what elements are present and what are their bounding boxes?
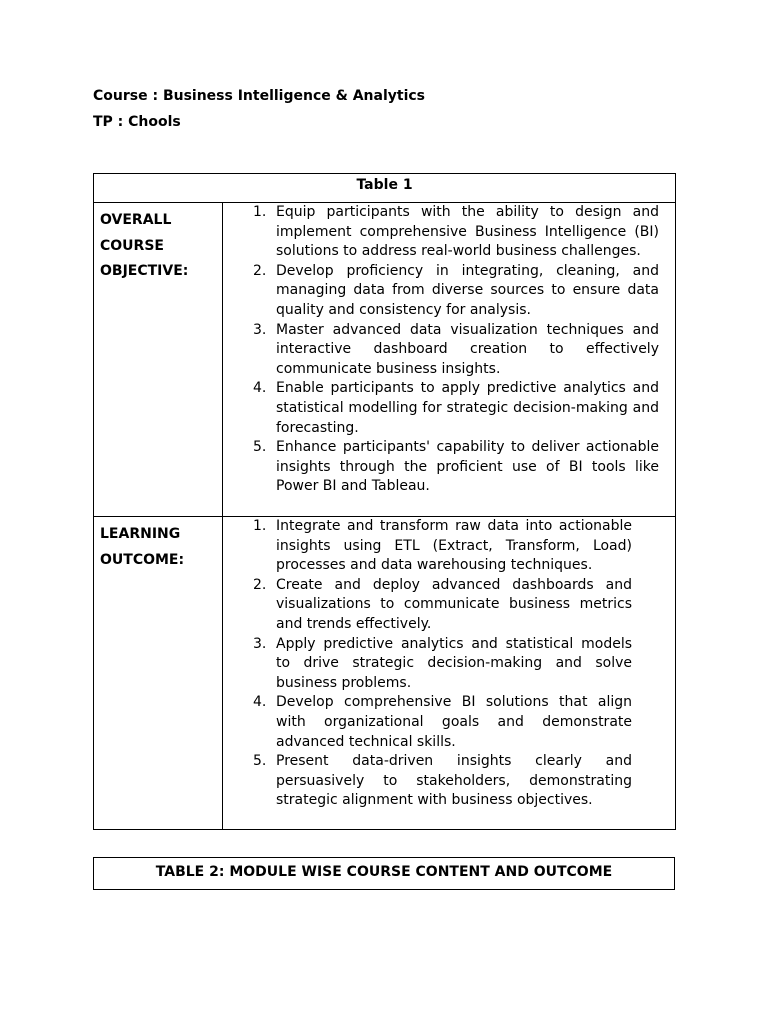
item-text: Master advanced data visualization techniques and interactive dashboard creation to effectively communicate business insights.	[276, 321, 659, 377]
training-provider: TP : Chools	[93, 114, 181, 130]
list-item	[223, 321, 659, 380]
overall-objective-label	[94, 203, 223, 517]
item-number: 5.	[253, 753, 267, 770]
item-number: 4.	[253, 380, 267, 397]
label-line: OUTCOME:	[100, 551, 185, 568]
list-item	[223, 517, 632, 576]
item-text: Equip participants with the ability to design and implement comprehensive Business Intelligence (BI) solutions to address real-world business challenges.	[276, 204, 659, 260]
item-text: Present data-driven insights clearly and persuasively to stakeholders, demonstrating strategic alignment with business objectives.	[276, 753, 632, 809]
item-text: Enhance participants' capability to deliver actionable insights through the proficient use of BI tools like Power BI and Tableau.	[276, 439, 659, 495]
table-1-title: Table 1	[94, 174, 676, 203]
item-text: Create and deploy advanced dashboards and visualizations to communicate business metrics and trends effectively.	[276, 576, 632, 632]
item-number: 3.	[253, 321, 267, 338]
list-item	[223, 693, 632, 752]
item-number: 4.	[253, 694, 267, 711]
label-line: LEARNING	[100, 526, 181, 542]
list-item	[223, 379, 659, 438]
overall-objective-list	[223, 203, 676, 517]
item-text: Develop comprehensive BI solutions that align with organizational goals and demonstrate advanced technical skills.	[276, 694, 632, 750]
item-text: Develop proficiency in integrating, cleaning, and managing data from diverse sources to ensure data quality and consistency for analysis.	[276, 262, 659, 318]
item-number: 1.	[253, 204, 267, 220]
list-item	[223, 635, 632, 694]
item-text: Integrate and transform raw data into actionable insights using ETL (Extract, Transform, Load) processes and data warehousing techniques.	[276, 518, 632, 574]
list-item	[223, 262, 659, 321]
list-item	[223, 752, 632, 811]
learning-outcome-row	[94, 517, 676, 830]
learning-outcome-label	[94, 517, 223, 830]
learning-outcome-list	[223, 517, 676, 830]
item-number: 2.	[253, 262, 267, 279]
table-2-title: TABLE 2: MODULE WISE COURSE CONTENT AND OUTCOME	[93, 857, 675, 890]
item-number: 3.	[253, 635, 267, 652]
item-number: 1.	[253, 518, 267, 534]
list-item	[223, 203, 659, 262]
list-item	[223, 576, 632, 635]
item-text: Apply predictive analytics and statistical models to drive strategic decision-making and solve business problems.	[276, 635, 632, 691]
list-item	[223, 438, 659, 497]
course-objectives-table	[93, 173, 676, 830]
overall-objective-row	[94, 203, 676, 517]
label-line: COURSE	[100, 237, 164, 254]
label-line: OVERALL	[100, 212, 172, 228]
item-number: 2.	[253, 576, 267, 593]
item-text: Enable participants to apply predictive analytics and statistical modelling for strategic decision-making and forecasting.	[276, 380, 659, 436]
course-title: Course : Business Intelligence & Analytics	[93, 88, 426, 104]
item-number: 5.	[253, 439, 267, 456]
label-line: OBJECTIVE:	[100, 263, 189, 279]
